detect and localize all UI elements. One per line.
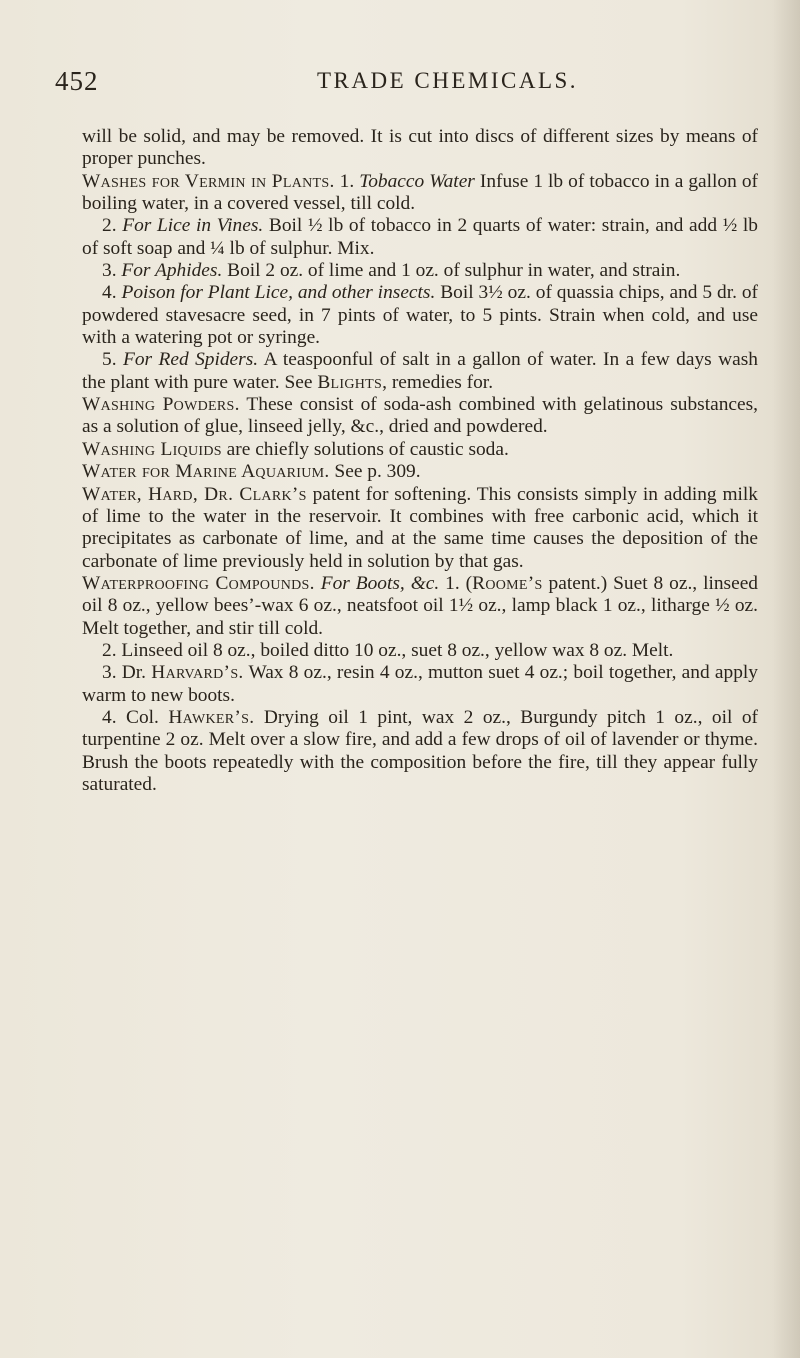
paragraph-text: 1. xyxy=(334,170,360,192)
recipe-paragraph xyxy=(82,260,758,282)
page-body-text xyxy=(82,126,758,796)
recipe-paragraph xyxy=(82,282,758,349)
recipe-paragraph xyxy=(82,707,758,796)
paragraph-text: 2. Linseed oil 8 oz., boiled ditto 10 oz., suet 8 oz., yellow wax 8 oz. Melt. xyxy=(102,639,674,661)
recipe-paragraph xyxy=(82,640,758,662)
paragraph-text: 3. Dr. xyxy=(102,662,152,684)
paragraph-text: Boil ½ lb of tobacco in 2 quarts of water: strain, and add ½ lb of soft soap and ¼ lb of sulphur. Mix. xyxy=(82,215,758,259)
entry-heading: Hawker’s. xyxy=(168,706,255,728)
paragraph-text: will be solid, and may be removed. It is cut into discs of different sizes by means of proper punches. xyxy=(82,126,758,170)
italic-subheading: For Boots, &c. xyxy=(320,572,440,594)
italic-subheading: Poison for Plant Lice, and other insects. xyxy=(121,282,436,304)
paragraph-text: Infuse 1 lb of tobacco in a gallon of boiling water, in a covered vessel, till cold. xyxy=(82,170,758,215)
paragraph-text: patent.) Suet 8 oz., linseed oil 8 oz., yellow bees’-wax 6 oz., neatsfoot oil 1½ oz., lamp black 1 oz., litharge ½ oz. Melt together, and stir till cold. xyxy=(82,572,758,639)
paragraph-text: 4. Col. xyxy=(102,706,169,728)
recipe-paragraph xyxy=(82,126,758,171)
paragraph-text: See p. 309. xyxy=(329,461,421,483)
paragraph-text: A teaspoonful of salt in a gallon of water. In a few days wash the plant with pure water. See xyxy=(82,349,758,393)
entry-heading: Washing Liquids xyxy=(82,438,222,460)
entry-paragraph xyxy=(82,394,758,439)
entry-heading: Water for Marine Aquarium. xyxy=(82,461,330,483)
italic-subheading: For Aphides. xyxy=(121,260,223,282)
paragraph-text: These consist of soda-ash combined with gelatinous substances, as a solution of glue, linseed jelly, &c., dried and powdered. xyxy=(82,394,758,438)
paragraph-text: Wax 8 oz., resin 4 oz., mutton suet 4 oz.; boil together, and apply warm to new boots. xyxy=(82,662,758,706)
italic-subheading: For Lice in Vines. xyxy=(122,215,264,237)
running-title: TRADE CHEMICALS. xyxy=(317,68,579,93)
paragraph-text: are chiefly solutions of caustic soda. xyxy=(221,438,509,460)
entry-paragraph xyxy=(82,573,758,640)
entry-heading: Washing Powders. xyxy=(82,394,240,416)
page-header xyxy=(55,66,760,96)
entry-heading: Water, Hard, Dr. Clark’s xyxy=(82,483,307,505)
paragraph-text: Boil 2 oz. of lime and 1 oz. of sulphur in water, and strain. xyxy=(222,260,681,282)
italic-subheading: Tobacco Water xyxy=(359,170,475,192)
recipe-paragraph xyxy=(82,215,758,260)
entry-paragraph xyxy=(82,439,758,461)
paragraph-text: 3. xyxy=(102,260,122,282)
paragraph-text: Drying oil 1 pint, wax 2 oz., Burgundy pitch 1 oz., oil of turpentine 2 oz. Melt over a slow fire, and add a few drops of oil of lavender or thyme. Brush the boots repeatedly with the composition before the fire, till they appear fully saturated. xyxy=(82,706,758,795)
page-number: 452 xyxy=(55,66,99,96)
italic-subheading: For Red Spiders. xyxy=(122,349,259,371)
paragraph-text: Boil 3½ oz. of quassia chips, and 5 dr. of powdered stavesacre seed, in 7 pints of water, to 5 pints. Strain when cold, and use with a watering pot or syringe. xyxy=(82,282,759,349)
paragraph-text: 2. xyxy=(102,215,123,237)
entry-heading: Washes for Vermin in Plants. xyxy=(82,170,335,192)
entry-paragraph xyxy=(82,461,758,483)
paragraph-text: 1. ( xyxy=(439,572,473,594)
recipe-paragraph xyxy=(82,349,758,394)
paragraph-text: 5. xyxy=(102,349,123,371)
entry-heading: Roome’s xyxy=(472,572,543,594)
recipe-paragraph xyxy=(82,662,758,707)
paragraph-text: patent for softening. This consists simply in adding milk of lime to the water in the reservoir. It combines with free carbonic acid, which it precipitates as carbonate of lime, and at the same time causes the deposition of the carbonate of lime previously held in solution by that gas. xyxy=(82,483,759,572)
entry-heading: Waterproofing Compounds. xyxy=(82,572,315,594)
entry-paragraph xyxy=(82,171,758,216)
entry-paragraph xyxy=(82,484,758,573)
paragraph-text: , remedies for. xyxy=(382,371,494,393)
entry-heading: Blights xyxy=(317,371,383,393)
paragraph-text: 4. xyxy=(102,282,122,304)
entry-heading: Harvard’s. xyxy=(151,662,244,684)
page-edge-shadow xyxy=(772,0,800,1358)
